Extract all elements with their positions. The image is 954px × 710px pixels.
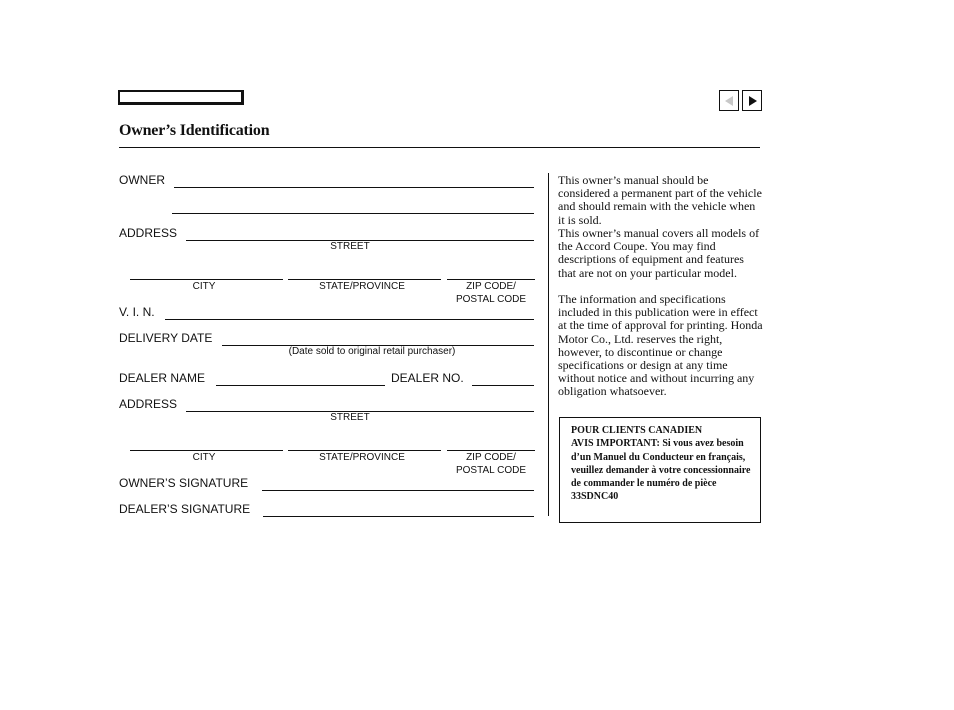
owner-state-caption: STATE/PROVINCE [319, 281, 405, 292]
owner-state-field[interactable] [288, 279, 441, 280]
info-paragraph-specifications: The information and specifications included in this publication were in effect at the time of approval for printing. Honda Motor Co., Ltd. reserves the right, however, to discontinue or change specifications or design at any time without notice and without incurring any obligation whatsoever. [558, 292, 763, 399]
dealer-street-caption: STREET [330, 412, 370, 423]
dealer-postal-caption: POSTAL CODE [455, 465, 526, 476]
dealer-name-label: DEALER NAME [119, 371, 206, 385]
dealer-address-label: ADDRESS [119, 397, 178, 411]
delivery-date-caption: (Date sold to original retail purchaser) [288, 346, 456, 357]
title-rule [119, 147, 760, 148]
dealer-zip-field[interactable] [447, 450, 535, 451]
owner-signature-field[interactable] [262, 490, 534, 491]
owner-postal-caption: POSTAL CODE [455, 294, 526, 305]
next-page-button[interactable] [742, 90, 762, 111]
triangle-right-icon [748, 96, 757, 106]
owner-zip-caption: ZIP CODE/ [466, 281, 516, 292]
owner-signature-label: OWNER’S SIGNATURE [119, 476, 249, 490]
page-title: Owner’s Identification [119, 122, 270, 139]
dealer-name-field[interactable] [216, 385, 385, 386]
owner-field-line-2[interactable] [172, 213, 534, 214]
column-divider [548, 173, 549, 516]
info-paragraph-models: This owner’s manual covers all models of the Accord Coupe. You may find descriptions of equipment and features that are not on your particular model. [558, 226, 760, 280]
delivery-date-label: DELIVERY DATE [119, 331, 213, 345]
previous-page-button[interactable] [719, 90, 739, 111]
dealer-number-label: DEALER NO. [391, 371, 464, 385]
dealer-state-caption: STATE/PROVINCE [319, 452, 405, 463]
dealer-zip-caption: ZIP CODE/ [466, 452, 516, 463]
triangle-left-icon [725, 96, 734, 106]
info-paragraph-permanent: This owner’s manual should be considered a permanent part of the vehicle and should remain with the vehicle when it is sold. [558, 173, 762, 227]
owner-address-label: ADDRESS [119, 226, 178, 240]
canadian-notice-box [559, 417, 761, 523]
vin-field[interactable] [165, 319, 534, 320]
vin-label: V. I. N. [119, 305, 155, 319]
dealer-number-field[interactable] [472, 385, 534, 386]
dealer-city-caption: CITY [192, 452, 216, 463]
owner-city-caption: CITY [192, 281, 216, 292]
owner-label: OWNER [119, 173, 165, 187]
dealer-state-field[interactable] [288, 450, 441, 451]
section-tab [118, 90, 244, 105]
owner-zip-field[interactable] [447, 279, 535, 280]
dealer-signature-label: DEALER’S SIGNATURE [119, 502, 251, 516]
owner-street-caption: STREET [330, 241, 370, 252]
owner-city-field[interactable] [130, 279, 283, 280]
notice-heading: POUR CLIENTS CANADIEN [571, 425, 703, 436]
dealer-signature-field[interactable] [263, 516, 534, 517]
owner-field[interactable] [174, 187, 534, 188]
notice-body: AVIS IMPORTANT: Si vous avez besoin d’un Manuel du Conducteur en français, veuillez demander à votre concessionnaire de commander le numéro de pièce 33SDNC40 [571, 438, 751, 503]
dealer-city-field[interactable] [130, 450, 283, 451]
